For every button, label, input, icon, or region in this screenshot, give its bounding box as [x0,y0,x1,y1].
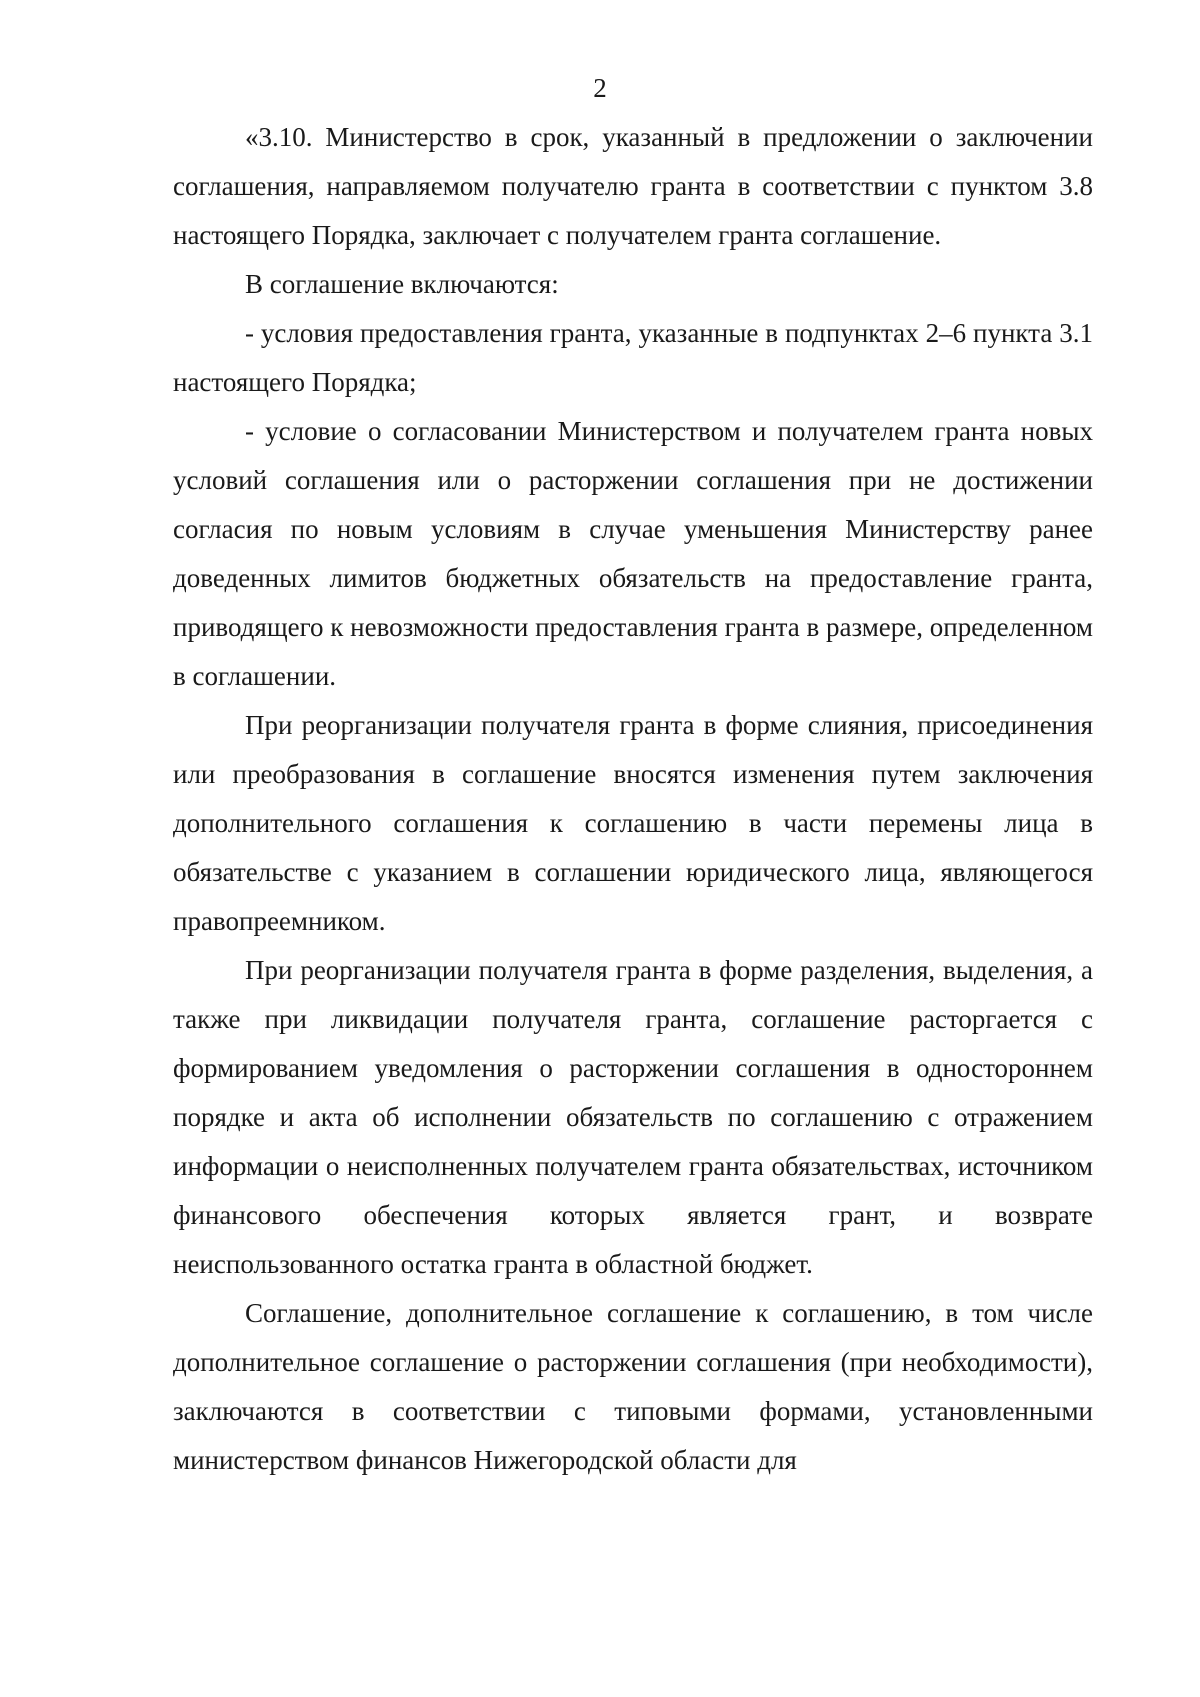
paragraph-standard-forms: Соглашение, дополнительное соглашение к соглашению, в том числе дополнительное соглашение о расторжении соглашения (при необходимости), заключаются в соответствии с типовыми формами, установленными министерством финансов Нижегородской области для [173,1298,1093,1475]
paragraph-agreement-includes: В соглашение включаются: [245,269,559,299]
paragraph-reorganization-merger: При реорганизации получателя гранта в форме слияния, присоединения или преобразования в соглашение вносятся изменения путем заключения дополнительного соглашения к соглашению в части перемены лица в обязательстве с указанием в соглашении юридического лица, являющегося правопреемником. [173,710,1093,936]
paragraph-clause-3-10: «3.10. Министерство в срок, указанный в предложении о заключении соглашения, направляемом получателю гранта в соответствии с пунктом 3.8 настоящего Порядка, заключает с получателем гранта соглашение. [173,122,1093,250]
paragraph-new-conditions: - условие о согласовании Министерством и получателем гранта новых условий соглашения или о расторжении соглашения при не достижении согласия по новым условиям в случае уменьшения Министерству ранее доведенных лимитов бюджетных обязательств на предоставление гранта, приводящего к невозможности предоставления гранта в размере, определенном в соглашении. [173,416,1094,691]
document-body [173,113,1093,1485]
page-number: 2 [593,73,607,103]
paragraph-reorganization-division: При реорганизации получателя гранта в форме разделения, выделения, а также при ликвидации получателя гранта, соглашение расторгается с формированием уведомления о расторжении соглашения в одностороннем порядке и акта об исполнении обязательств по соглашению с отражением информации о неисполненных получателем гранта обязательствах, источником финансового обеспечения которых является грант, и возврате неиспользованного остатка гранта в областной бюджет. [173,955,1093,1279]
paragraph-grant-conditions: - условия предоставления гранта, указанные в подпунктах 2–6 пункта 3.1 настоящего Порядка; [173,318,1093,397]
